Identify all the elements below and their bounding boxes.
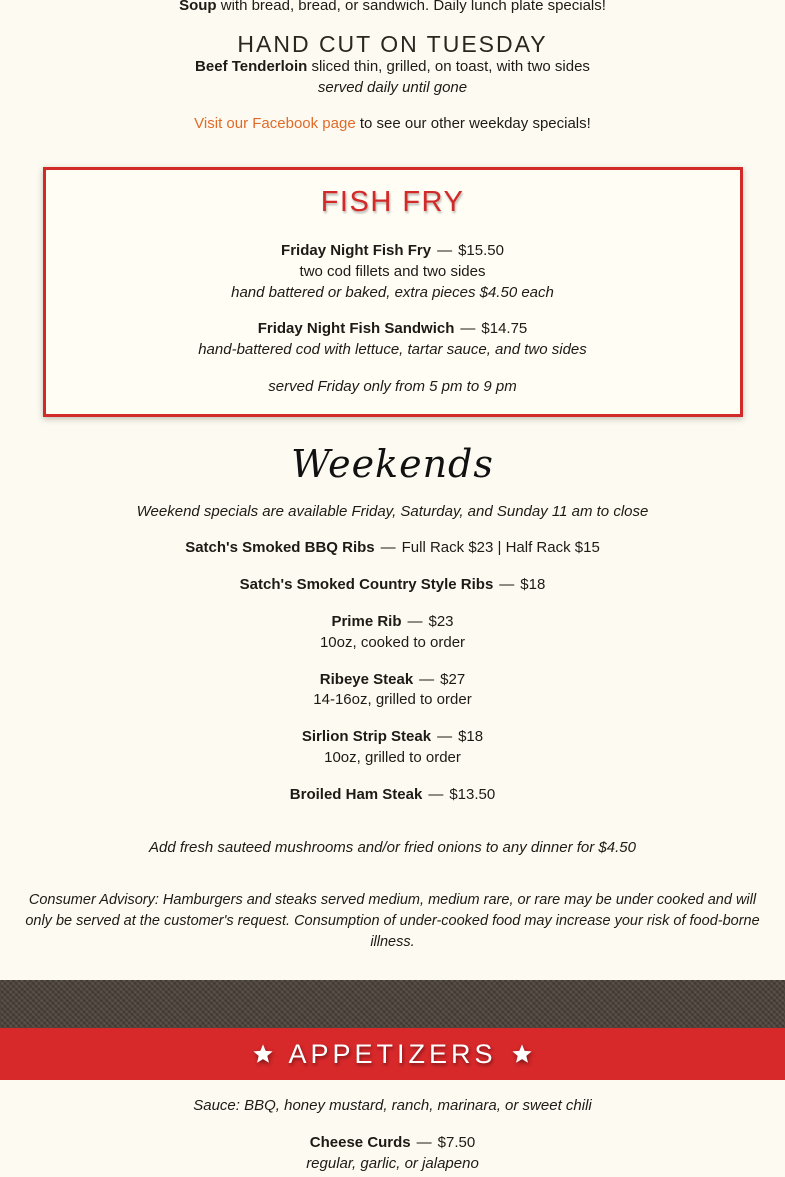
facebook-link[interactable]: Visit our Facebook page [194, 115, 356, 132]
texture-divider [0, 980, 785, 1028]
weekend-item-name: Prime Rib [331, 613, 402, 630]
appetizer-item [0, 1132, 785, 1153]
weekend-item-desc: 10oz, grilled to order [324, 749, 461, 766]
weekends-title: Weekends [291, 442, 494, 486]
fish-fry-title: FISH FRY [320, 186, 465, 218]
weekend-item-price: Full Rack $23 | Half Rack $15 [401, 539, 600, 556]
weekend-item [0, 611, 785, 632]
fish-fry-item-price: $15.50 [458, 242, 504, 259]
weekend-item-desc: 10oz, cooked to order [319, 634, 466, 651]
fish-fry-item [0, 240, 785, 261]
fish-sandwich-note: hand-battered cod with lettuce, tartar sauce, and two sides [198, 341, 587, 358]
price-dash: — [437, 242, 453, 259]
price-dash: — [380, 539, 396, 556]
star-icon [252, 1043, 274, 1065]
weekend-item [0, 669, 785, 690]
soup-line [0, 0, 785, 16]
appetizer-item-price: $7.50 [437, 1134, 476, 1151]
weekends-addon: Add fresh sauteed mushrooms and/or fried onions to any dinner for $4.50 [149, 839, 636, 856]
price-dash: — [419, 671, 435, 688]
weekend-item-price: $27 [440, 671, 466, 688]
price-dash: — [407, 613, 423, 630]
weekends-intro: Weekend specials are available Friday, Saturday, and Sunday 11 am to close [136, 503, 649, 520]
appetizers-banner [0, 1028, 785, 1080]
weekend-item-name: Satch's Smoked Country Style Ribs [239, 576, 494, 593]
weekend-item-name: Ribeye Steak [319, 671, 414, 688]
fish-fry-item-desc: two cod fillets and two sides [299, 263, 486, 280]
fish-sandwich-price: $14.75 [481, 320, 528, 337]
appetizers-title: APPETIZERS [288, 1038, 497, 1069]
tenderloin-name: Beef Tenderloin [195, 58, 308, 75]
fish-sandwich-item [0, 318, 785, 339]
fish-fry-footer: served Friday only from 5 pm to 9 pm [268, 378, 517, 395]
price-dash: — [460, 320, 476, 337]
weekend-item [0, 726, 785, 747]
weekend-item-desc: 14-16oz, grilled to order [313, 691, 472, 708]
weekend-item-price: $23 [428, 613, 454, 630]
price-dash: — [416, 1134, 432, 1151]
weekend-item-price: $13.50 [449, 786, 496, 803]
weekend-item-name: Satch's Smoked BBQ Ribs [185, 539, 375, 556]
fish-sandwich-name: Friday Night Fish Sandwich [257, 320, 455, 337]
consumer-advisory: Consumer Advisory: Hamburgers and steaks served medium, medium rare, or rare may be under cooked and will only be served at the customer's request. Consumption of under-cooked food may increase your risk of food-borne illness. [25, 892, 760, 950]
price-dash: — [437, 728, 453, 745]
fish-fry-item-name: Friday Night Fish Fry [281, 242, 432, 259]
weekend-item-price: $18 [458, 728, 484, 745]
price-dash: — [499, 576, 515, 593]
appetizer-item-note: regular, garlic, or jalapeno [306, 1155, 479, 1172]
fish-fry-item-note: hand battered or baked, extra pieces $4.50 each [231, 284, 554, 301]
appetizer-item-name: Cheese Curds [309, 1134, 411, 1151]
weekend-item-price: $18 [520, 576, 546, 593]
tenderloin-line [0, 56, 785, 77]
weekend-item [0, 784, 785, 805]
star-icon [511, 1043, 533, 1065]
facebook-line [0, 113, 785, 134]
tenderloin-note: served daily until gone [317, 79, 468, 96]
tuesday-title: HAND CUT ON TUESDAY [237, 31, 548, 57]
tenderloin-desc: sliced thin, grilled, on toast, with two sides [311, 58, 590, 75]
weekend-item [0, 574, 785, 595]
facebook-rest: to see our other weekday specials! [359, 115, 591, 132]
appetizers-sauce: Sauce: BBQ, honey mustard, ranch, marinara, or sweet chili [193, 1097, 592, 1114]
weekend-item [0, 537, 785, 558]
price-dash: — [428, 786, 444, 803]
soup-name: Soup [179, 0, 217, 14]
weekend-item-name: Broiled Ham Steak [289, 786, 423, 803]
soup-desc: with bread, bread, or sandwich. Daily lunch plate specials! [220, 0, 606, 14]
weekend-item-name: Sirlion Strip Steak [301, 728, 432, 745]
